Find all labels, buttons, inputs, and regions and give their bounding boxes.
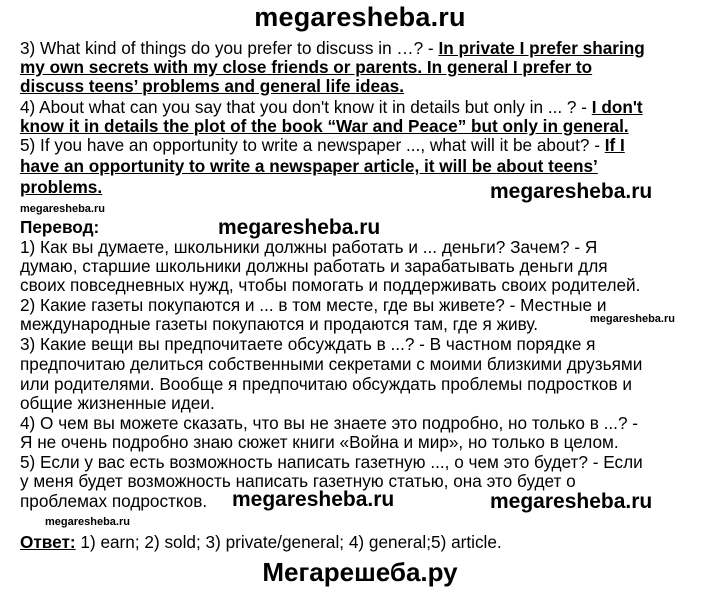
- translation-line-7: предпочитаю делиться собственными секретами с моими близкими друзьями: [20, 354, 643, 374]
- question-3-line-3: discuss teens’ problems and general life ideas.: [20, 76, 404, 96]
- question-5-line-3: problems.: [20, 177, 103, 197]
- translation-line-9: общие жизненные идеи.: [20, 393, 215, 413]
- question-3-text: 3) What kind of things do you prefer to discuss in …? -: [20, 38, 439, 58]
- watermark-mid-center: megaresheba.ru: [218, 216, 381, 239]
- watermark-mid-right: megaresheba.ru: [490, 180, 653, 203]
- answer-label: Ответ:: [20, 532, 76, 552]
- watermark-bottom-left-small: megaresheba.ru: [45, 516, 130, 528]
- site-title-bottom: Мегарешеба.ру: [262, 557, 458, 587]
- translation-line-2: думаю, старшие школьники должны работать и зарабатывать деньги для: [20, 256, 608, 276]
- translation-line-12: 5) Если у вас есть возможность написать газетную ..., о чем это будет? - Если: [20, 452, 643, 472]
- translation-line-10: 4) О чем вы можете сказать, что вы не знаете это подробно, но только в ...? -: [20, 413, 639, 433]
- answer-text: 1) earn; 2) sold; 3) private/general; 4) general;5) article.: [75, 532, 502, 552]
- translation-line-14: проблемах подростков.: [20, 491, 208, 511]
- translation-line-11: Я не очень подробно знаю сюжет книги «Война и мир», но только в целом.: [20, 432, 619, 452]
- watermark-bottom-right: megaresheba.ru: [490, 490, 653, 513]
- question-3-line-1: [20, 39, 645, 58]
- answer-line: [20, 533, 502, 552]
- translation-line-5: международные газеты покупаются и продаются там, где я живу.: [20, 314, 539, 334]
- question-3-answer: In private I prefer sharing: [438, 38, 645, 58]
- question-5-line-2: have an opportunity to write a newspaper article, it will be about teens’: [20, 156, 598, 176]
- translation-heading: Перевод:: [20, 217, 100, 237]
- question-5-line-1: [20, 136, 625, 155]
- question-3-line-2: my own secrets with my close friends or parents. In general I prefer to: [20, 57, 593, 77]
- question-4-line-1: [20, 98, 643, 117]
- translation-line-6: 3) Какие вещи вы предпочитаете обсуждать в ...? - В частном порядке я: [20, 334, 596, 354]
- translation-line-4: 2) Какие газеты покупаются и ... в том месте, где вы живете? - Местные и: [20, 295, 607, 315]
- question-5-text: 5) If you have an opportunity to write a newspaper ..., what will it be about? -: [20, 135, 605, 155]
- translation-line-3: своих повседневных нужд, чтобы помогать и поддерживать своих родителей.: [20, 275, 641, 295]
- question-4-answer: I don't: [591, 97, 643, 117]
- question-4-line-2: know it in details the plot of the book “War and Peace” but only in general.: [20, 116, 629, 136]
- watermark-bottom-center: megaresheba.ru: [232, 488, 395, 511]
- watermark-mid-left-small: megaresheba.ru: [20, 203, 105, 215]
- question-5-answer: If I: [604, 135, 625, 155]
- translation-line-8: или родителями. Вообще я предпочитаю обсуждать проблемы подростков и: [20, 374, 632, 394]
- watermark-right-small: megaresheba.ru: [590, 313, 675, 325]
- question-4-text: 4) About what can you say that you don't know it in details but only in ... ? -: [20, 97, 592, 117]
- site-title-top: megaresheba.ru: [254, 2, 466, 32]
- translation-line-1: 1) Как вы думаете, школьники должны работать и ... деньги? Зачем? - Я: [20, 237, 598, 257]
- translation-line-13: у меня будет возможность написать газетную статью, она это будет о: [20, 471, 576, 491]
